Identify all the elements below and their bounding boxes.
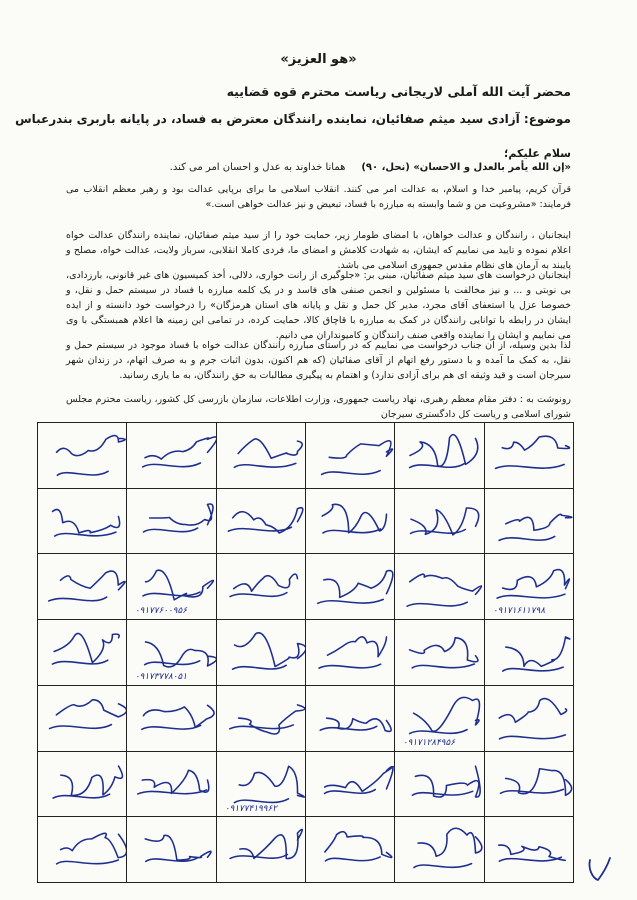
signature-flourish — [318, 600, 383, 604]
page-mark — [584, 854, 614, 884]
signature-stroke — [61, 834, 127, 858]
signature-flourish — [234, 463, 295, 467]
signature — [127, 620, 215, 685]
paragraph-3: اینجانبان درخواست های سید میثم صفائیان، مبنی بر: «جلوگیری از رانت خواری، دلالی، أخذ کمیسیون های غیر قانونی، بارزدادی، بی نوبتی و ... و نیز مخالفت با مسئولین و انجمن صنفی های فاسد و در یک کلمه مبارزه با فساد در سیستم حمل و نقل، و خصوصا عزل یا استعفای آقای مجرد، مدیر کل حمل و نقل و پایانه های استان هرمزگان» را درخواست خود دانسته و از ایده ایشان در رابطه با توانایی رانندگان در کمک به مبارزه با قاچاق کالا، حمایت کرده، در تمامی این زمینه ها اعلام همبستگی با وی می نماییم و ایشان را نماینده واقعی صنف رانندگان و کامیونداران می دانیم. — [66, 270, 571, 341]
signature-cell — [127, 751, 216, 817]
signature — [306, 686, 394, 751]
signature-flourish — [52, 660, 107, 664]
signature-flourish — [143, 592, 200, 596]
signature-cell — [395, 423, 484, 489]
signature-flourish — [55, 532, 116, 536]
signature-stroke — [410, 575, 482, 595]
signature-stroke — [410, 435, 478, 467]
signature-stroke — [505, 514, 571, 530]
signature-cell — [305, 423, 394, 489]
signature — [485, 686, 573, 751]
signature-flourish — [497, 595, 565, 599]
signature-stroke — [322, 504, 386, 532]
signature-cell — [305, 554, 394, 620]
signature-flourish — [49, 597, 107, 601]
signature-cell — [127, 488, 216, 554]
signature — [306, 620, 394, 685]
signature — [38, 620, 126, 685]
signature-cell — [216, 423, 305, 489]
carbon-copy-list: رونوشت به : دفتر مقام معظم رهبری، نهاد ریاست جمهوری، وزارت اطلاعات، سازمان بازرسی کل کشور، ریاست محترم مجلس شورای اسلامی و ریاست کل دادگستری سیرجان — [66, 394, 571, 420]
signature-cell — [38, 685, 127, 751]
signature-flourish — [495, 464, 564, 468]
signature — [127, 423, 215, 488]
signature — [306, 423, 394, 488]
signature — [38, 817, 126, 882]
handwritten-phone-number: ۰۹۱۷۳۷۷۸۰۵۱ — [135, 671, 188, 682]
signature-cell — [216, 488, 305, 554]
signature-cell — [484, 620, 573, 686]
signature-cell — [216, 685, 305, 751]
verse-arabic: «إن الله یأمر بالعدل و الاحسان» (نحل، ۹۰) — [361, 162, 571, 173]
signature — [395, 554, 483, 619]
signature-stroke — [325, 832, 392, 858]
signature — [38, 752, 126, 817]
signature-cell — [38, 817, 127, 883]
signature-flourish — [410, 729, 467, 733]
signature-cell — [127, 423, 216, 489]
signature-stroke — [146, 642, 216, 667]
signature — [306, 817, 394, 882]
signature-cell — [305, 751, 394, 817]
signature — [395, 752, 483, 817]
signature-cell — [305, 817, 394, 883]
signature-stroke — [240, 830, 302, 859]
signature-stroke — [54, 634, 119, 663]
signature-cell — [127, 554, 216, 620]
signature-flourish — [412, 664, 474, 668]
signature-cell — [305, 685, 394, 751]
signature-cell — [305, 620, 394, 686]
signature — [217, 554, 305, 619]
signature-stroke — [60, 571, 125, 590]
signature-cell — [127, 817, 216, 883]
paragraph-2: اینجانبان ، رانندگان و عدالت خواهان، با امضای طومار زیر، حمایت خود را از سید میثم صفائیان، نماینده رانندگان عدالت خواه اعلام نموده و تایید می نماییم که ایشان، به شهادت کلامش و امضای ما، فردی کاملا انقلابی، سرباز ولایت، عدالت خواه، مصلح و پایبند به آرمان های نظام مقدس جمهوری اسلامی می باشد. — [66, 230, 571, 271]
signature-cell — [395, 817, 484, 883]
signature-cell — [395, 685, 484, 751]
signature-cell — [127, 685, 216, 751]
signature — [38, 489, 126, 554]
signature-cell — [395, 751, 484, 817]
signature-flourish — [499, 536, 555, 540]
signature-stroke — [61, 766, 123, 795]
signature-stroke — [238, 705, 304, 734]
signature-flourish — [57, 471, 108, 475]
signature-stroke — [233, 574, 297, 591]
signature-stroke — [57, 436, 126, 456]
signature-cell — [38, 751, 127, 817]
signature-flourish — [234, 798, 288, 802]
signature-flourish — [142, 725, 201, 729]
signature-cell — [216, 620, 305, 686]
signature-stroke — [144, 705, 215, 727]
signature — [485, 817, 573, 882]
signature-cell — [216, 751, 305, 817]
signature-cell — [216, 554, 305, 620]
signature-stroke — [502, 570, 569, 590]
signature-cell — [484, 423, 573, 489]
signature — [395, 423, 483, 488]
signature-flourish — [230, 593, 287, 597]
signature — [217, 489, 305, 554]
signature-stroke — [325, 766, 394, 791]
signature-cell — [395, 488, 484, 554]
handwritten-phone-number: ۰۹۱۷۱۶۱۱۷۹۸ — [492, 606, 545, 617]
signature-stroke — [327, 637, 386, 657]
signature — [38, 554, 126, 619]
signature-flourish — [145, 661, 200, 665]
verse-translation: همانا خداوند به عدل و احسان امر می کند. — [169, 162, 346, 173]
signature — [217, 423, 305, 488]
signature-cell — [395, 620, 484, 686]
signature-flourish — [229, 725, 292, 729]
signature-cell — [38, 554, 127, 620]
signature — [485, 554, 573, 619]
signature — [217, 752, 305, 817]
signature-cell — [395, 554, 484, 620]
signature-flourish — [325, 857, 380, 861]
signature — [127, 686, 215, 751]
signature-stroke — [410, 638, 478, 662]
signature-cell — [484, 685, 573, 751]
signature-stroke — [143, 770, 210, 793]
signature-table — [37, 422, 574, 883]
signature-stroke — [234, 633, 305, 667]
signature — [485, 423, 573, 488]
signature-cell — [305, 488, 394, 554]
signature-row — [38, 554, 574, 620]
signature-grid — [37, 422, 574, 883]
signature-stroke — [146, 836, 212, 861]
signature — [127, 489, 215, 554]
handwritten-phone-number: ۰۹۱۷۷۶۰۰۹۵۶ — [135, 606, 188, 617]
signature-stroke — [324, 571, 393, 598]
signature-flourish — [319, 664, 381, 668]
signature-stroke — [150, 504, 213, 525]
signature-stroke — [505, 637, 569, 666]
signature-flourish — [413, 791, 473, 795]
signature-stroke — [502, 436, 569, 450]
signature-flourish — [228, 527, 291, 531]
signature-stroke — [418, 828, 482, 856]
signature-cell — [38, 488, 127, 554]
signature-flourish — [144, 528, 198, 532]
signature-flourish — [50, 724, 112, 728]
signature-cell — [484, 554, 573, 620]
signature-flourish — [57, 860, 119, 864]
signature-cell — [38, 423, 127, 489]
signature-cell — [484, 817, 573, 883]
signature-row — [38, 751, 574, 817]
signature — [217, 620, 305, 685]
signature-stroke — [145, 437, 215, 459]
quran-verse — [170, 162, 571, 173]
signature-stroke — [56, 700, 126, 717]
signature-cell — [484, 751, 573, 817]
subject-line: موضوع: آزادی سید میثم صفائیان، نماینده رانندگان معترض به فساد، در پایانه باربری بندرعباس — [15, 112, 571, 126]
signature — [395, 620, 483, 685]
signature-stroke — [53, 509, 120, 532]
paragraph-4: لذا بدین وسیله، از آن جناب درخواست می نماییم که در راستای مبارزه رانندگان عدالت خواه با فساد موجود در سیستم حمل و نقل، به کمک ما آمده و با دستور رفع اتهام از آقای صفائیان (که هم اکنون، بدون اثبات جرم و به صرف اتهام، در زندان شهر سیرجان است و قید وثیقه ای هم برای آزادی ندارد) و اهتمام به پیگیری مطالبات به حق رانندگان، به ما یاری رسانید. — [66, 340, 571, 381]
signature-stroke — [238, 439, 302, 458]
handwritten-phone-number: ۰۹۱۷۱۲۸۴۹۵۶ — [403, 737, 456, 748]
signature-cell — [216, 817, 305, 883]
signature-stroke — [239, 766, 304, 797]
signature — [217, 686, 305, 751]
signature-flourish — [325, 789, 376, 793]
signature-cell — [127, 620, 216, 686]
signature-flourish — [414, 864, 472, 868]
signature-flourish — [407, 603, 467, 607]
signature — [217, 817, 305, 882]
signature — [127, 817, 215, 882]
signature — [306, 554, 394, 619]
signature-flourish — [322, 471, 381, 475]
handwritten-phone-number: ۰۹۱۷۷۴۱۹۹۶۲ — [224, 803, 277, 814]
signature-flourish — [232, 665, 286, 669]
signature-cell — [38, 620, 127, 686]
addressee-line: محضر آیت الله آملی لاریجانی ریاست محترم قوه قضاییه — [226, 84, 571, 99]
letter-heading: «هو العزیز» — [280, 52, 357, 67]
signature — [395, 489, 483, 554]
signature — [306, 752, 394, 817]
signature — [395, 817, 483, 882]
signature — [485, 752, 573, 817]
signature-stroke — [329, 441, 392, 458]
signature-flourish — [143, 463, 201, 467]
signature — [127, 752, 215, 817]
signature — [485, 489, 573, 554]
signature-row — [38, 423, 574, 489]
signature — [38, 686, 126, 751]
signature — [395, 686, 483, 751]
signature — [38, 423, 126, 488]
signature-cell — [484, 488, 573, 554]
signature-row — [38, 685, 574, 751]
signature-row — [38, 620, 574, 686]
signature-flourish — [53, 794, 110, 798]
signature-flourish — [499, 735, 565, 739]
signature — [306, 489, 394, 554]
signature — [485, 620, 573, 685]
signature — [127, 554, 215, 619]
signature-flourish — [502, 667, 562, 671]
paragraph-1: قرآن کریم، پیامبر خدا و اسلام، به عدالت امر می کنند. انقلاب اسلامی ما برای برپایی عدالت بود و رهبر معظم انقلاب می فرمایند: «مشروعیت من و شما وابسته به مبارزه با فساد، تبعیض و نیز عدالت خواهی است.» — [66, 184, 571, 210]
greeting: سلام علیکم؛ — [504, 147, 571, 160]
signature-row — [38, 488, 574, 554]
signature-row — [38, 817, 574, 883]
signature-stroke — [414, 697, 480, 731]
signature-stroke — [499, 698, 566, 722]
